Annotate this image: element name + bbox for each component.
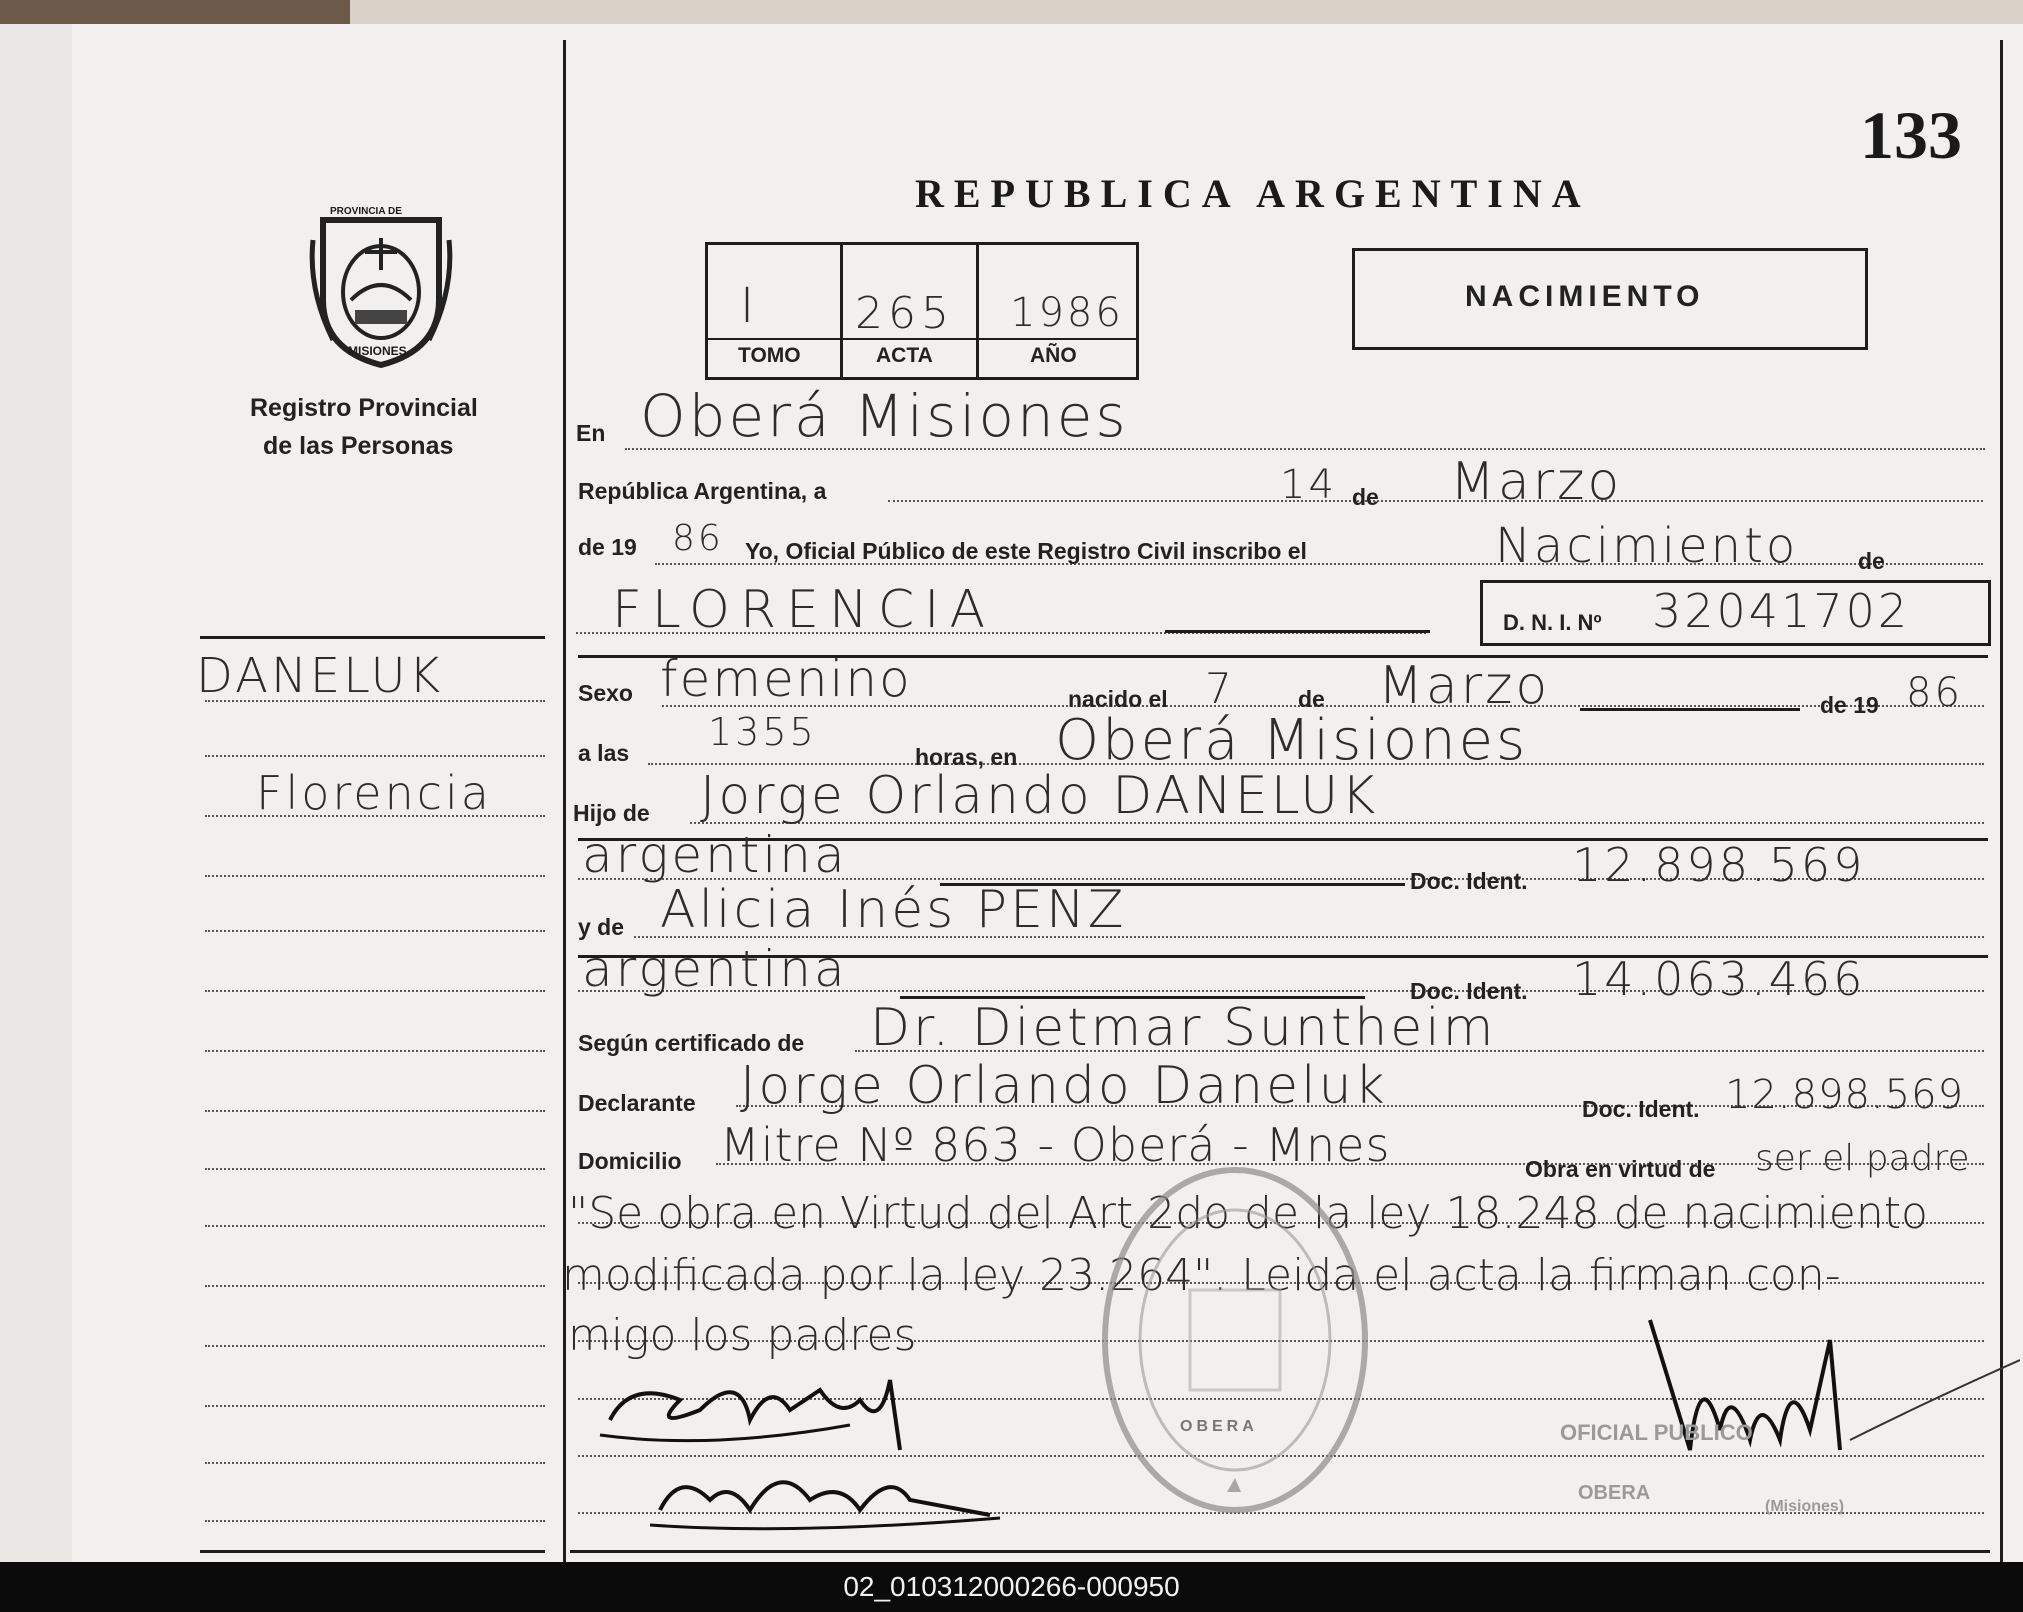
- record-type: NACIMIENTO: [1465, 280, 1705, 313]
- alas-label: a las: [578, 740, 630, 766]
- mother-name: Alicia Inés PENZ: [660, 880, 1127, 940]
- stamp-label: OBERA: [1180, 1418, 1258, 1435]
- header-title: REPUBLICA ARGENTINA: [915, 171, 1591, 216]
- yo-text: Yo, Oficial Público de este Registro Civil inscribo el: [745, 538, 1307, 564]
- en-label: En: [576, 420, 606, 446]
- mother-nationality: argentina: [582, 940, 848, 998]
- domicilio-label: Domicilio: [578, 1148, 682, 1174]
- year-suffix: 86: [672, 518, 724, 559]
- mother-doc-label: Doc. Ident.: [1410, 978, 1528, 1004]
- de-label: de: [1352, 484, 1379, 510]
- father-doc-label: Doc. Ident.: [1410, 868, 1528, 894]
- anio-label: AÑO: [1030, 344, 1077, 367]
- yde-label: y de: [578, 914, 625, 940]
- birth-year-suffix: 86: [1906, 670, 1963, 716]
- acta-label: ACTA: [876, 344, 933, 367]
- image-id-footer: 02_010312000266-000950: [0, 1562, 2023, 1612]
- name-underline: [1165, 630, 1430, 633]
- hours-value: 1355: [708, 710, 817, 754]
- page-number: 133: [1860, 97, 1962, 173]
- declarante-value: Jorge Orlando Daneluk: [740, 1056, 1388, 1116]
- father-doc: 12.898.569: [1572, 838, 1866, 892]
- registry-line2: de las Personas: [263, 432, 454, 460]
- birth-day: 7: [1205, 664, 1235, 713]
- certificate-value: Dr. Dietmar Suntheim: [870, 998, 1497, 1058]
- horas-label: horas, en: [915, 744, 1018, 770]
- birth-de-label: de: [1298, 686, 1325, 712]
- seal-text-bottom: MISIONES: [348, 344, 407, 358]
- de19-label: de 19: [578, 534, 637, 560]
- birth-place: Oberá Misiones: [1055, 708, 1529, 773]
- note-line2: modificada por la ley 23.264". Leida el acta la firman con-: [562, 1250, 1841, 1301]
- tomo-label: TOMO: [738, 344, 801, 367]
- box-divider: [976, 242, 979, 378]
- registry-line1: Registro Provincial: [250, 394, 478, 422]
- margin-given-name: Florencia: [256, 766, 492, 820]
- nacido-label: nacido el: [1068, 686, 1168, 712]
- father-name: Jorge Orlando DANELUK: [700, 766, 1379, 826]
- margin-surname: DANELUK: [196, 648, 444, 704]
- dni-label: D. N. I. Nº: [1503, 610, 1602, 635]
- previous-page-edge: [0, 24, 72, 1562]
- dni-value: 32041702: [1652, 584, 1911, 638]
- month-underline: [1580, 708, 1800, 711]
- declarante-label: Declarante: [578, 1090, 696, 1116]
- sexo-value: femenino: [660, 650, 912, 708]
- anio-value: 1986: [1010, 290, 1124, 336]
- margin-rule-bottom: [200, 1550, 545, 1553]
- hijo-label: Hijo de: [573, 800, 650, 826]
- en-value: Oberá Misiones: [640, 382, 1129, 450]
- note-line3: migo los padres: [568, 1310, 917, 1361]
- day-value: 14: [1280, 462, 1337, 508]
- obra-value: ser el padre: [1755, 1138, 1970, 1179]
- segun-label: Según certificado de: [578, 1030, 805, 1056]
- declarante-doc-label: Doc. Ident.: [1582, 1096, 1700, 1122]
- column-divider: [563, 40, 566, 1562]
- tomo-value: I: [740, 278, 758, 334]
- father-nationality: argentina: [582, 826, 848, 884]
- de-trailing: de: [1858, 548, 1885, 574]
- section-rule-bottom: [570, 1550, 1990, 1553]
- birth-month: Marzo: [1378, 656, 1551, 716]
- month-value: Marzo: [1450, 452, 1623, 512]
- officer-stamp-line3: (Misiones): [1765, 1498, 1845, 1515]
- note-line1: "Se obra en Virtud del Art 2do de la ley 18.248 de nacimiento: [568, 1188, 1928, 1239]
- sexo-label: Sexo: [578, 680, 633, 706]
- officer-stamp-line2: OBERA: [1578, 1482, 1651, 1504]
- parent-signatures-icon: [590, 1340, 1010, 1550]
- republica-label: República Argentina, a: [578, 478, 827, 504]
- acta-value: 265: [855, 288, 954, 339]
- officer-signature-icon: [1630, 1300, 2020, 1480]
- officer-stamp-line1: OFICIAL PUBLICO: [1560, 1420, 1753, 1445]
- birth-de19-label: de 19: [1820, 692, 1879, 718]
- delegation-stamp-icon: [1095, 1160, 1375, 1520]
- seal-text-top: PROVINCIA DE: [330, 206, 402, 217]
- declarante-doc: 12.898.569: [1725, 1072, 1965, 1118]
- margin-rule-top: [200, 636, 545, 639]
- obra-label: Obra en virtud de: [1525, 1156, 1716, 1182]
- record-value: Nacimiento: [1495, 518, 1799, 574]
- box-divider: [840, 242, 843, 378]
- mother-doc: 14.063.466: [1572, 952, 1866, 1006]
- child-name: FLORENCIA: [612, 580, 996, 640]
- domicilio-value: Mitre Nº 863 - Oberá - Mnes: [720, 1118, 1391, 1172]
